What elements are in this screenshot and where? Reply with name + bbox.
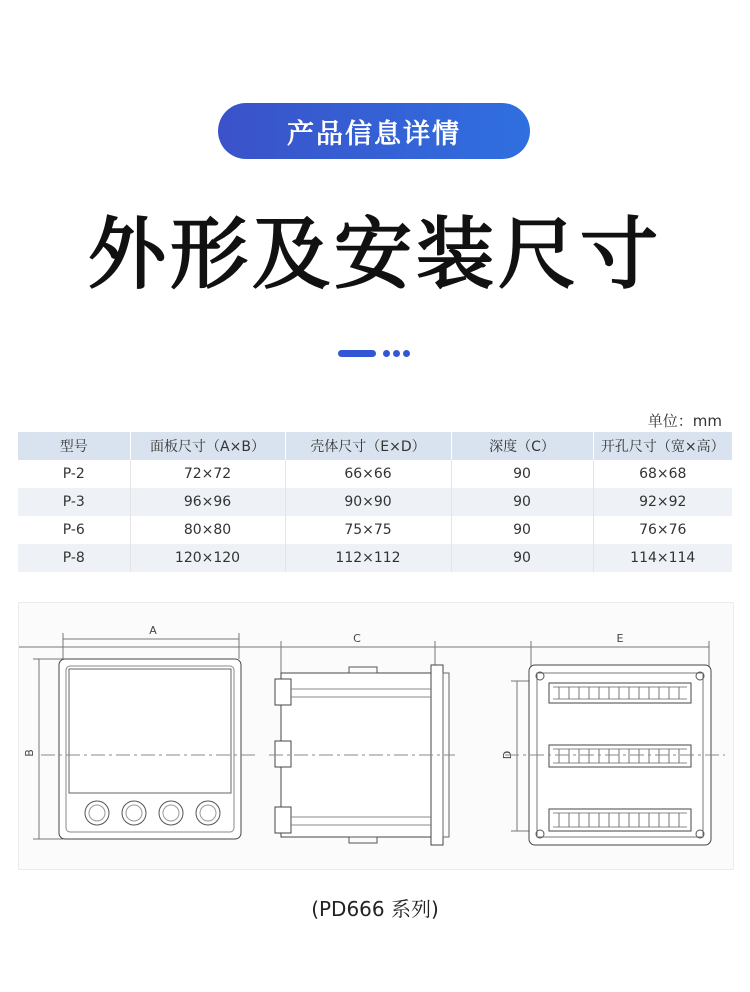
table-cell: 90 bbox=[451, 516, 593, 544]
decoration-bar bbox=[338, 350, 376, 357]
section-pill bbox=[218, 103, 530, 159]
table-row bbox=[18, 488, 732, 516]
table-cell: 92×92 bbox=[593, 488, 732, 516]
table-header-row bbox=[18, 432, 732, 460]
dimension-label-b: B bbox=[23, 749, 36, 757]
table-cell: 66×66 bbox=[285, 460, 451, 488]
spec-table bbox=[18, 432, 732, 572]
table-cell: 114×114 bbox=[593, 544, 732, 572]
table-cell: 90×90 bbox=[285, 488, 451, 516]
table-cell: 72×72 bbox=[130, 460, 285, 488]
table-row bbox=[18, 460, 732, 488]
table-cell: P-3 bbox=[18, 488, 130, 516]
dimension-label-a: A bbox=[149, 624, 157, 637]
dimension-label-e: E bbox=[616, 632, 624, 645]
column-header: 型号 bbox=[18, 432, 130, 460]
column-header: 壳体尺寸（E×D） bbox=[285, 432, 451, 460]
decoration-dot bbox=[383, 350, 390, 357]
table-cell: 68×68 bbox=[593, 460, 732, 488]
unit-label: 单位：mm bbox=[647, 412, 722, 430]
table-cell: 120×120 bbox=[130, 544, 285, 572]
table-cell: 90 bbox=[451, 488, 593, 516]
decoration-dot bbox=[403, 350, 410, 357]
title-decoration bbox=[338, 349, 410, 357]
column-header: 开孔尺寸（宽×高） bbox=[593, 432, 732, 460]
section-pill-label: 产品信息详情 bbox=[287, 118, 461, 150]
table-cell: 75×75 bbox=[285, 516, 451, 544]
side-view bbox=[269, 632, 455, 845]
table-cell: 90 bbox=[451, 460, 593, 488]
table-cell: 80×80 bbox=[130, 516, 285, 544]
table-cell: P-2 bbox=[18, 460, 130, 488]
table-cell: 112×112 bbox=[285, 544, 451, 572]
decoration-dot bbox=[393, 350, 400, 357]
table-cell: P-6 bbox=[18, 516, 130, 544]
table-row bbox=[18, 544, 732, 572]
column-header: 深度（C） bbox=[451, 432, 593, 460]
page-title: 外形及安装尺寸 bbox=[87, 210, 662, 300]
table-cell: P-8 bbox=[18, 544, 130, 572]
table-row bbox=[18, 516, 732, 544]
table-cell: 96×96 bbox=[130, 488, 285, 516]
dimension-drawing bbox=[18, 602, 734, 870]
front-view bbox=[23, 624, 255, 839]
dimension-label-d: D bbox=[501, 750, 514, 760]
table-cell: 90 bbox=[451, 544, 593, 572]
dimension-label-c: C bbox=[353, 632, 361, 645]
table-cell: 76×76 bbox=[593, 516, 732, 544]
series-caption: (PD666 系列) bbox=[311, 897, 439, 921]
column-header: 面板尺寸（A×B） bbox=[130, 432, 285, 460]
